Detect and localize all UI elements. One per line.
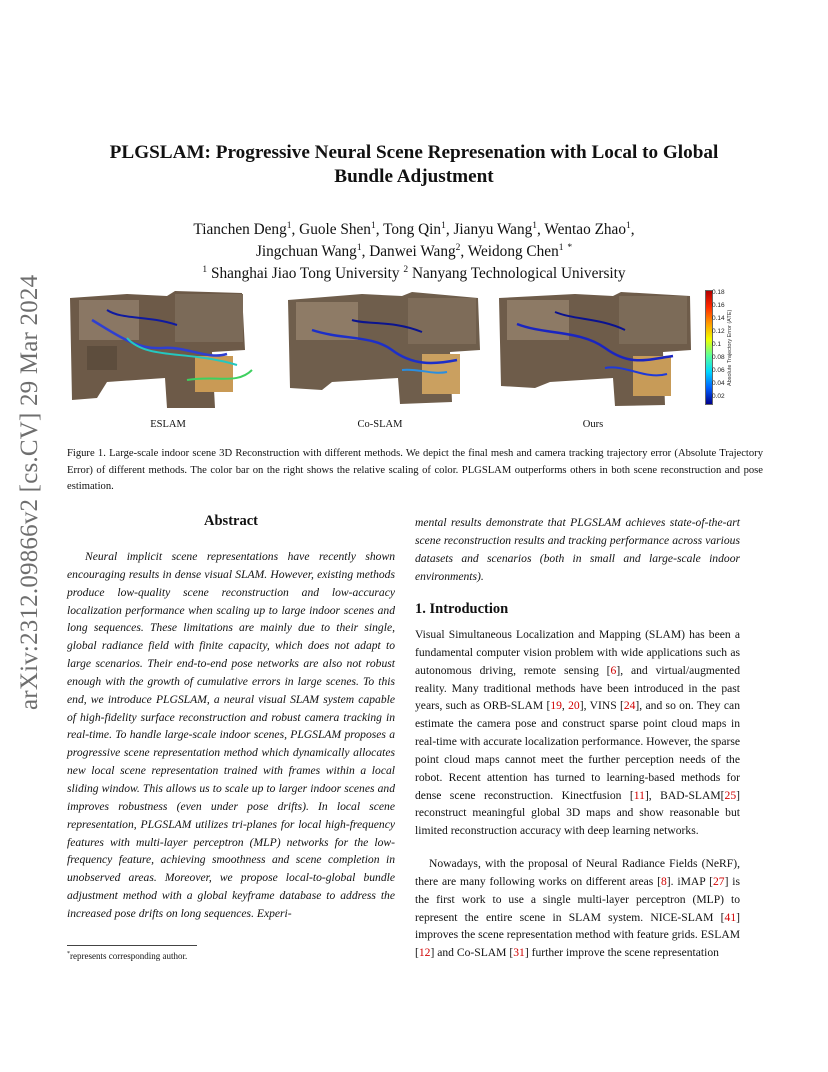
author-block [60,217,768,283]
author-line-2: Jingchuan Wang$^1$, Danwei Wang$^2$, Weidong Chen$^1$ * [255,243,573,261]
citation-link[interactable]: 24 [623,699,636,713]
figure-label-ours: Ours [582,419,604,430]
figure-label-coslam: Co-SLAM [357,419,403,430]
title-line-1: PLGSLAM: Progressive Neural Scene Represenation with Local to Global [109,142,719,163]
figure-panel-ours [495,290,700,410]
citation-link[interactable]: 8 [661,874,667,888]
footnote-rule [67,945,197,946]
citation-link[interactable]: 20 [568,699,580,713]
colorbar-tick: 0.14 [712,315,725,322]
colorbar-tick: 0.1 [712,341,722,348]
colorbar-tick: 0.16 [712,302,725,309]
colorbar-label: Absolute Trajectory Error (ATE) [727,309,733,387]
citation-link[interactable]: 19 [550,699,562,713]
colorbar-tick: 0.18 [712,289,725,296]
citation-link[interactable]: 27 [712,874,725,888]
figure-caption: Figure 1. Large-scale indoor scene 3D Reconstruction with different methods. We depict the final mesh and camera tracking trajectory error (Absolute Trajectory Error) of different methods. The color bar on the right shows the relative scaling of color. PLGSLAM outperforms others in both scene reconstruction and pose estimation. [67,448,763,492]
abstract-heading: Abstract [204,513,258,529]
citation-link[interactable]: 12 [418,946,431,960]
figure-panel-coslam [282,290,487,410]
paper-title [60,141,768,189]
citation-link[interactable]: 25 [724,788,737,802]
citation-link[interactable]: 11 [633,788,645,802]
colorbar-tick: 0.12 [712,328,725,335]
intro-paragraph-1: Visual Simultaneous Localization and Mapping (SLAM) has been a fundamental computer vision problem with wide applications such as autonomous driving, remote sensing [6], and virtual/augmented reality. Many traditional methods have been introduced in the past years, such as ORB-SLAM [19, 20], VINS [24], and so on. They can estimate the camera pose and construct sparse point cloud maps in real-time with accurate localization performance. However, the sparse point cloud maps cannot meet the further perception needs of the robot. Recent attention has turned to learning-based methods for dense scene reconstruction. Kinectfusion [11], BAD-SLAM[25] reconstruct meaningful global 3D maps and show reasonable but limited reconstruction accuracy with deep learning networks. [415,628,741,838]
footnote: *represents corresponding author. [67,951,188,961]
colorbar-tick: 0.04 [712,380,725,387]
abstract-text: Neural implicit scene representations have recently shown encouraging results in dense visual SLAM. However, existing methods produce low-quality scene reconstruction and low-accuracy localization performance when scaling up to large indoor scenes and long sequences. These limitations are mainly due to their single, global radiance field with finite capacity, which does not adapt to large scenarios. Their end-to-end pose networks are also not robust enough with the growth of cumulative errors in large scenes. To this end, we introduce PLGSLAM, a neural visual SLAM system capable of high-fidelity surface reconstruction and robust camera tracking in real-time. To handle large-scale indoor scenes, PLGSLAM proposes a progressive scene representation method which dynamically allocates new local scene representation trained with frames within a local sliding window. This allows us to scale up to larger indoor scenes and improves robustness (even under pose drifts). In local scene representation, PLGSLAM utilizes tri-planes for local high-frequency features with multi-layer perceptron (MLP) networks for the low-frequency feature, achieving smoothness and scene completion in unobserved areas. Moreover, we propose local-to-global bundle adjustment method with a global keyframe database to address the increased pose drifts on long sequences. Experi- [67,550,395,920]
figure-panel-eslam [67,290,272,410]
citation-link[interactable]: 41 [724,910,737,924]
citation-link[interactable]: 6 [610,663,617,677]
colorbar-tick: 0.08 [712,354,725,361]
colorbar-tick: 0.06 [712,367,725,374]
author-line-1: Tianchen Deng$^1$, Guole Shen$^1$, Tong Qin$^1$, Jianyu Wang$^1$, Wentao Zhao$^1$, [193,221,635,239]
citation-link[interactable]: 31 [513,946,525,960]
intro-heading: 1. Introduction [415,601,509,617]
affiliations: $^1$ Shanghai Jiao Tong University $^2$ Nanyang Technological University [202,265,626,283]
intro-paragraph-2: Nowadays, with the proposal of Neural Radiance Fields (NeRF), there are many following works on different areas [8]. iMAP [27] is the first work to use a single multi-layer perceptron (MLP) to represent the entire scene in SLAM system. NICE-SLAM [41] improves the scene representation method with feature grids. ESLAM [12] and Co-SLAM [31] further improve the scene representation [415,857,740,960]
abstract-continued: mental results demonstrate that PLGSLAM achieves state-of-the-art scene reconstruction results and tracking performance across various datasets and scenarios (both in small and large-scale indoor environments). [415,516,740,583]
colorbar-tick: 0.02 [712,393,725,400]
arxiv-stamp: arXiv:2312.09866v2 [cs.CV] 29 Mar 2024 [16,274,43,710]
title-line-2: Bundle Adjustment [334,166,494,187]
figure-label-eslam: ESLAM [150,419,186,430]
